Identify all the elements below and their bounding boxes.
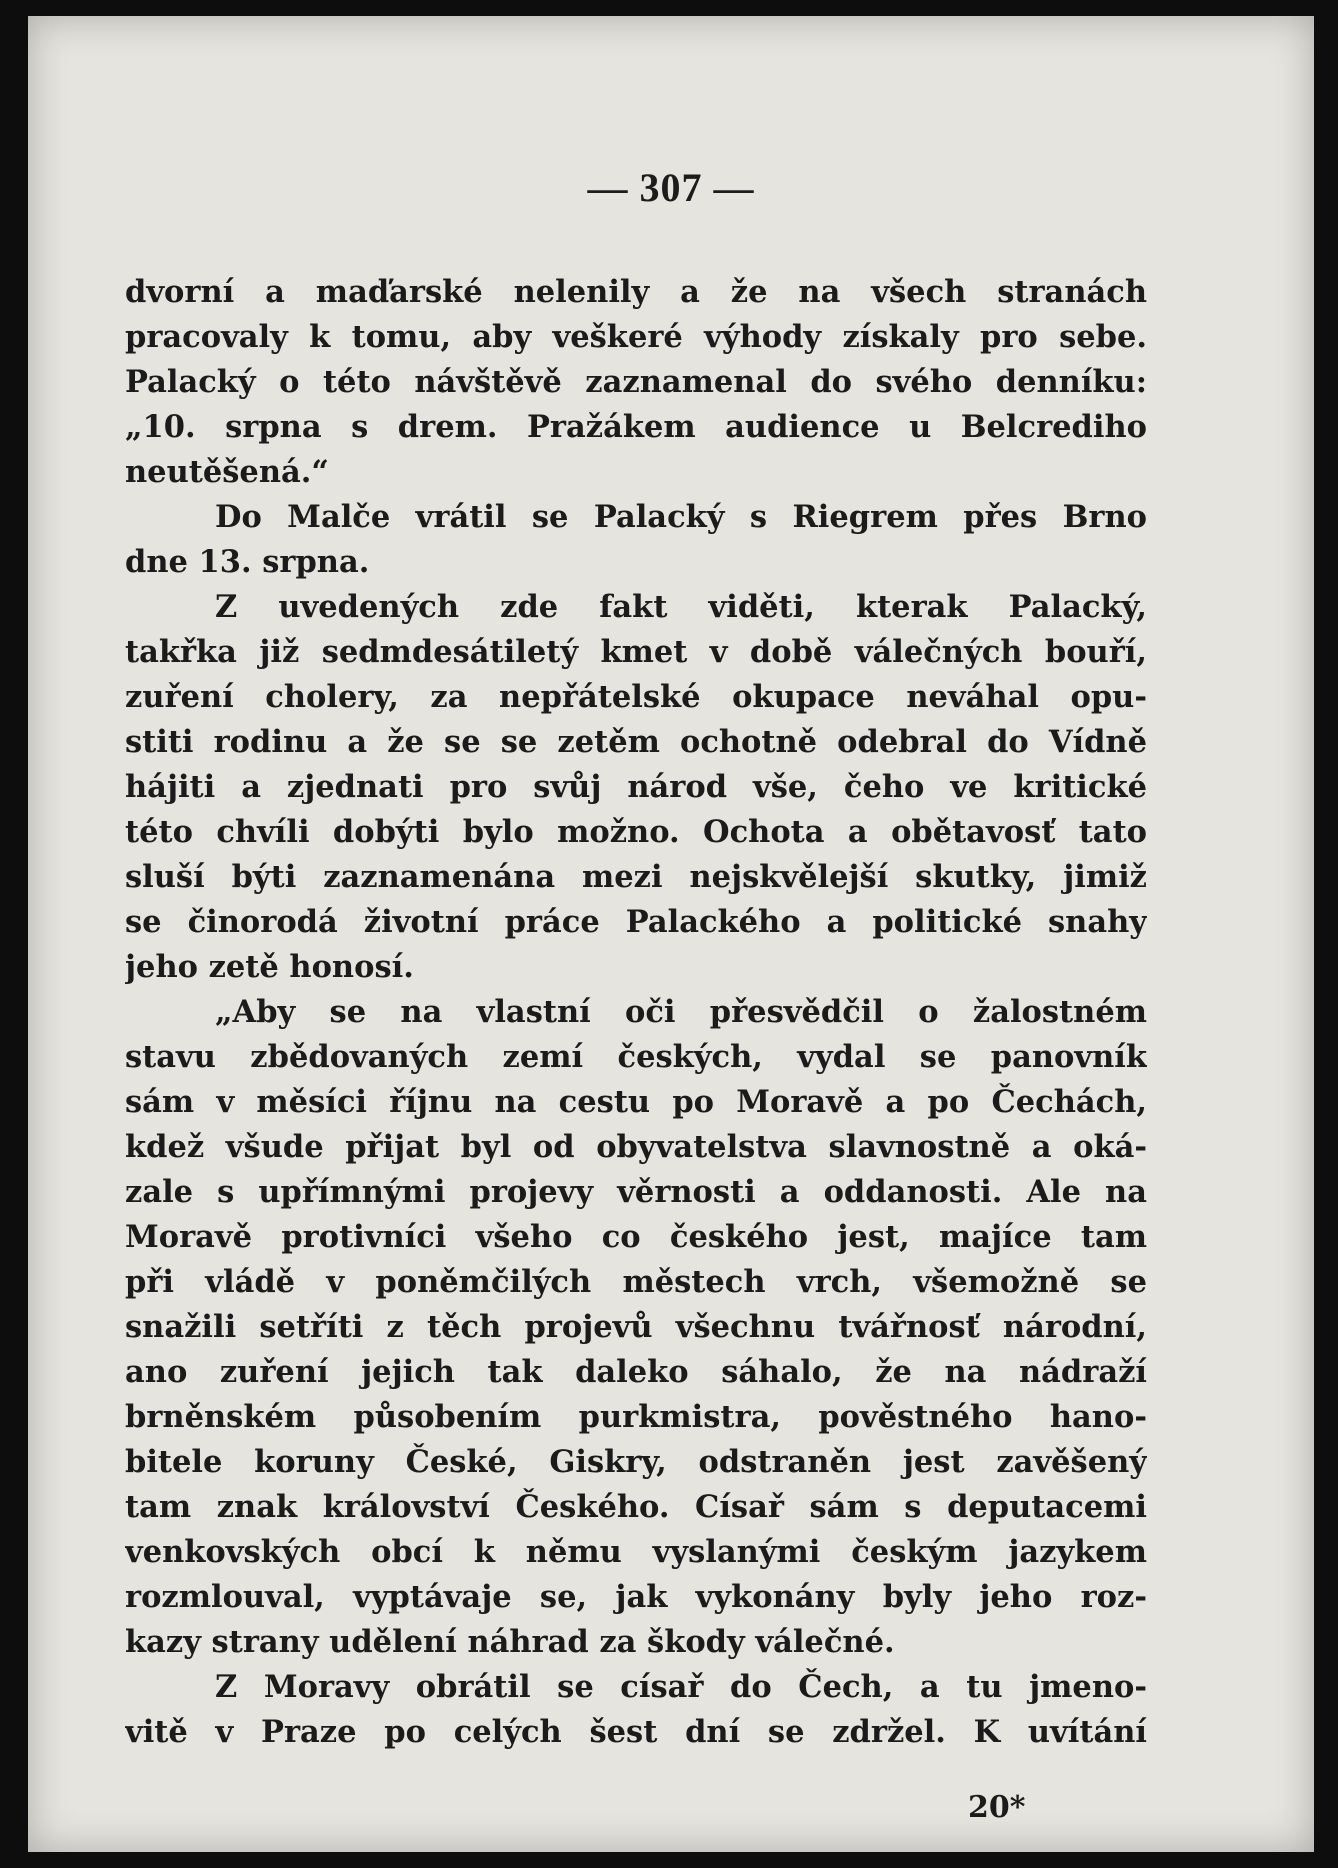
text-line: se činorodá životní práce Palackého a politické snahy <box>125 904 1147 940</box>
text-line: venkovských obcí k němu vyslanými českým jazykem <box>125 1534 1147 1570</box>
text-line: Do Malče vrátil se Palacký s Riegrem přes Brno <box>215 499 1147 535</box>
text-line: hájiti a zjednati pro svůj národ vše, čeho ve kritické <box>125 769 1147 805</box>
page-number: — 307 — <box>587 165 755 210</box>
text-line: sluší býti zaznamenána mezi nejskvělejší skutky, jimiž <box>125 859 1147 895</box>
text-line: neutěšená.“ <box>125 454 329 490</box>
text-line: stiti rodinu a že se se zetěm ochotně odebral do Vídně <box>125 724 1147 760</box>
text-line: tam znak království Českého. Císař sám s deputacemi <box>125 1489 1147 1525</box>
text-line: jeho zetě honosí. <box>125 949 414 985</box>
text-line: ano zuření jejich tak daleko sáhalo, že na nádraží <box>125 1354 1147 1390</box>
text-line: takřka již sedmdesátiletý kmet v době válečných bouří, <box>125 634 1147 670</box>
text-line: při vládě v poněmčilých městech vrch, všemožně se <box>125 1264 1147 1300</box>
book-page <box>28 16 1314 1852</box>
text-line: kdež všude přijat byl od obyvatelstva slavnostně a oká- <box>125 1129 1147 1165</box>
text-line: zuření cholery, za nepřátelské okupace neváhal opu- <box>125 679 1147 715</box>
text-line: Moravě protivníci všeho co českého jest, majíce tam <box>125 1219 1147 1255</box>
text-line: kazy strany udělení náhrad za škody válečné. <box>125 1624 895 1660</box>
text-line: dvorní a maďarské nelenily a že na všech stranách <box>125 274 1147 310</box>
text-line: Z Moravy obrátil se císař do Čech, a tu jmeno- <box>215 1669 1147 1705</box>
text-line: vitě v Praze po celých šest dní se zdržel. K uvítání <box>125 1714 1147 1750</box>
text-line: snažili setříti z těch projevů všechnu tvářnosť národní, <box>125 1309 1147 1345</box>
text-line: Palacký o této návštěvě zaznamenal do svého denníku: <box>125 364 1147 400</box>
text-line: rozmlouval, vyptávaje se, jak vykonány byly jeho roz- <box>125 1579 1147 1615</box>
text-line: dne 13. srpna. <box>125 544 370 580</box>
text-line: stavu zbědovaných zemí českých, vydal se panovník <box>125 1039 1147 1075</box>
text-line: pracovaly k tomu, aby veškeré výhody získaly pro sebe. <box>125 319 1147 355</box>
text-line: brněnském působením purkmistra, pověstného hano- <box>125 1399 1147 1435</box>
text-line: zale s upřímnými projevy věrnosti a oddanosti. Ale na <box>125 1174 1147 1210</box>
text-line: této chvíli dobýti bylo možno. Ochota a obětavosť tato <box>125 814 1147 850</box>
body-text <box>125 270 1147 1755</box>
signature-mark: 20* <box>968 1790 1026 1825</box>
text-line: „10. srpna s drem. Pražákem audience u Belcrediho <box>125 409 1147 445</box>
text-line: bitele koruny České, Giskry, odstraněn jest zavěšený <box>125 1444 1147 1480</box>
text-line: Z uvedených zde fakt viděti, kterak Palacký, <box>215 589 1147 625</box>
text-line: sám v měsíci říjnu na cestu po Moravě a po Čechách, <box>125 1084 1147 1120</box>
text-line: „Aby se na vlastní oči přesvědčil o žalostném <box>215 994 1147 1030</box>
